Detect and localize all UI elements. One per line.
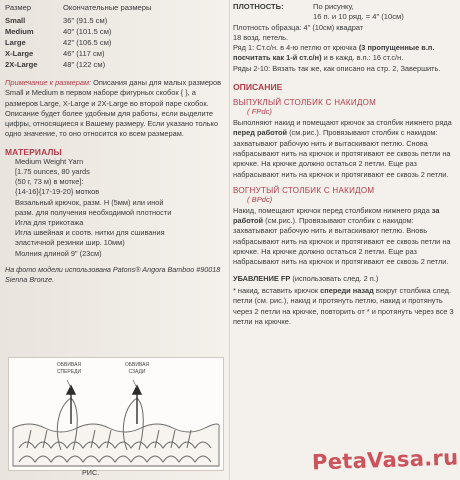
left-column bbox=[5, 2, 227, 285]
size-name: 2X-Large bbox=[5, 60, 38, 69]
size-name: Large bbox=[5, 38, 26, 47]
right-column bbox=[233, 2, 458, 327]
bpdc-title: ВОГНУТЫЙ СТОЛБИК С НАКИДОМ bbox=[233, 185, 375, 195]
size-value: 46" (117 см) bbox=[63, 49, 105, 58]
materials-line: Игла для трикотажа bbox=[15, 218, 84, 227]
svg-text:СЗАДИ: СЗАДИ bbox=[128, 369, 146, 375]
size-name: Small bbox=[5, 16, 26, 25]
bpdc-abbr: ( BPdc) bbox=[247, 194, 273, 204]
size-name: Medium bbox=[5, 27, 34, 36]
fpdc-title: ВЫПУКЛЫЙ СТОЛБИК С НАКИДОМ bbox=[233, 98, 377, 108]
decrease-title: УБАВЛЕНИЕ FP (использовать след. 2 п.) bbox=[233, 273, 379, 283]
materials-line: Игла швейная и соотв. нитки для сшивания bbox=[15, 228, 165, 238]
gauge-header bbox=[233, 2, 458, 12]
fpdc-abbr: ( FPdc) bbox=[247, 107, 272, 117]
size-value: 36" (91.5 см) bbox=[63, 16, 108, 25]
column-divider bbox=[229, 0, 230, 480]
size-value: 40" (101.5 см) bbox=[63, 27, 112, 36]
figure-label-front: ОБВИВАЯ bbox=[56, 362, 82, 368]
materials-line: Medium Weight Yarn bbox=[15, 156, 84, 166]
materials-line: {14-16}{17-19-20} мотков bbox=[15, 187, 100, 197]
stitch-illustration bbox=[9, 358, 223, 470]
gauge-rows: Ряды 2-10: Вязать так же, как описано на стр. 2, Завершить. bbox=[233, 63, 441, 73]
bpdc-text: Накид, помещают крючок перед столбиком нижнего ряда за работой (см.рис.). Провязывают столбик с накидом: захватывают рабочую нить и вытаскивают петлю. Вновь набрасывают нить на крючок и протягивают ее сквозь петли на крючке. На крючке должно остаться 2 петли. Еще раз набрасывают нить на крючок и протягивают ее сквозь 2 петли. bbox=[233, 205, 451, 267]
materials-line: [1.75 ounces, 80 yards bbox=[15, 166, 90, 176]
materials-line: Вязальный крючок, разм. H (5мм) или иной bbox=[15, 197, 164, 207]
svg-text:СПЕРЕДИ: СПЕРЕДИ bbox=[56, 369, 82, 375]
gauge-sample: Плотность образца: 4" (10см) квадрат bbox=[233, 22, 364, 32]
materials-title: МАТЕРИАЛЫ bbox=[5, 146, 62, 157]
materials-line: Молния длиной 9" (23см) bbox=[15, 248, 102, 258]
stitch-figure bbox=[8, 357, 224, 471]
materials-line: эластичной резинки шир. 10мм) bbox=[15, 238, 125, 248]
photo-caption: На фото модели использована Patons® Angora Bamboo #90018 Sienna Bronze. bbox=[5, 264, 221, 284]
figure-label-back: ОБВИВАЯ bbox=[124, 362, 150, 368]
sizes-header-measure: Окончательные размеры bbox=[63, 3, 152, 12]
size-value: 42" (106.5 см) bbox=[63, 38, 112, 47]
sizes-table bbox=[5, 2, 227, 70]
description-title: ОПИСАНИЕ bbox=[233, 82, 283, 93]
fpdc-text: Выполняют накид и помещают крючок за столбик нижнего ряда перед работой (см.рис.). Провязывают столбик с накидом: захватывают рабочую нить и вытаскивают петлю. Снова набрасывают нить на крючок и протягивают ее сквозь петли на крючке. На крючке должно остаться 2 петли. Еще раз набрасывают нить на крючок и протягивают ее сквозь 2 петли. bbox=[233, 118, 452, 179]
size-name: X-Large bbox=[5, 49, 34, 58]
materials-line: (50 г, 73 м) в мотке]: bbox=[15, 177, 84, 187]
figure-caption: РИС. bbox=[82, 468, 100, 477]
gauge-line2: 16 п. и 10 ряд. = 4" (10см) bbox=[313, 12, 404, 22]
materials-line: разм. для получения необходимой плотности bbox=[15, 207, 172, 217]
gauge-row1: Ряд 1: Ст.с/н. в 4-ю петлю от крючка (3 пропущенные в.п. посчитать как 1-й ст.с/н) и в кажд. в.п.: 16 ст.с/н. bbox=[233, 43, 435, 63]
materials-list bbox=[5, 157, 227, 259]
gauge-label: ПЛОТНОСТЬ: bbox=[233, 2, 284, 11]
size-note bbox=[5, 78, 227, 140]
sizes-header-size: Размер bbox=[5, 3, 32, 12]
decrease-text: * накид, вставить крючок спереди назад вокруг столбика след. петли (см. рис.), накид и протянуть петлю, накид и протянуть через 2 петли на крючке, повторить от * и протянуть через все 3 петли на крючке. bbox=[233, 285, 454, 326]
site-watermark: PetaVasa.ru bbox=[311, 445, 459, 475]
size-note-label: Примечание к размерам: bbox=[5, 78, 92, 87]
size-value: 48" (122 см) bbox=[63, 60, 106, 69]
gauge-chain: 18 возд. петель. bbox=[233, 32, 289, 42]
gauge-line1: По рисунку, bbox=[313, 2, 354, 11]
size-note-text: Описания даны для малых размеров Small и Medium в первом наборе фигурных скобок { }, а размеров Large, X-Large и 2X-Large во второй паре скобок. Описание будет более удобным для работы, если выделите цифры, относящиеся к Вашему размеру. Если указано только одно значение, то оно относится ко всем размерам. bbox=[5, 78, 222, 139]
